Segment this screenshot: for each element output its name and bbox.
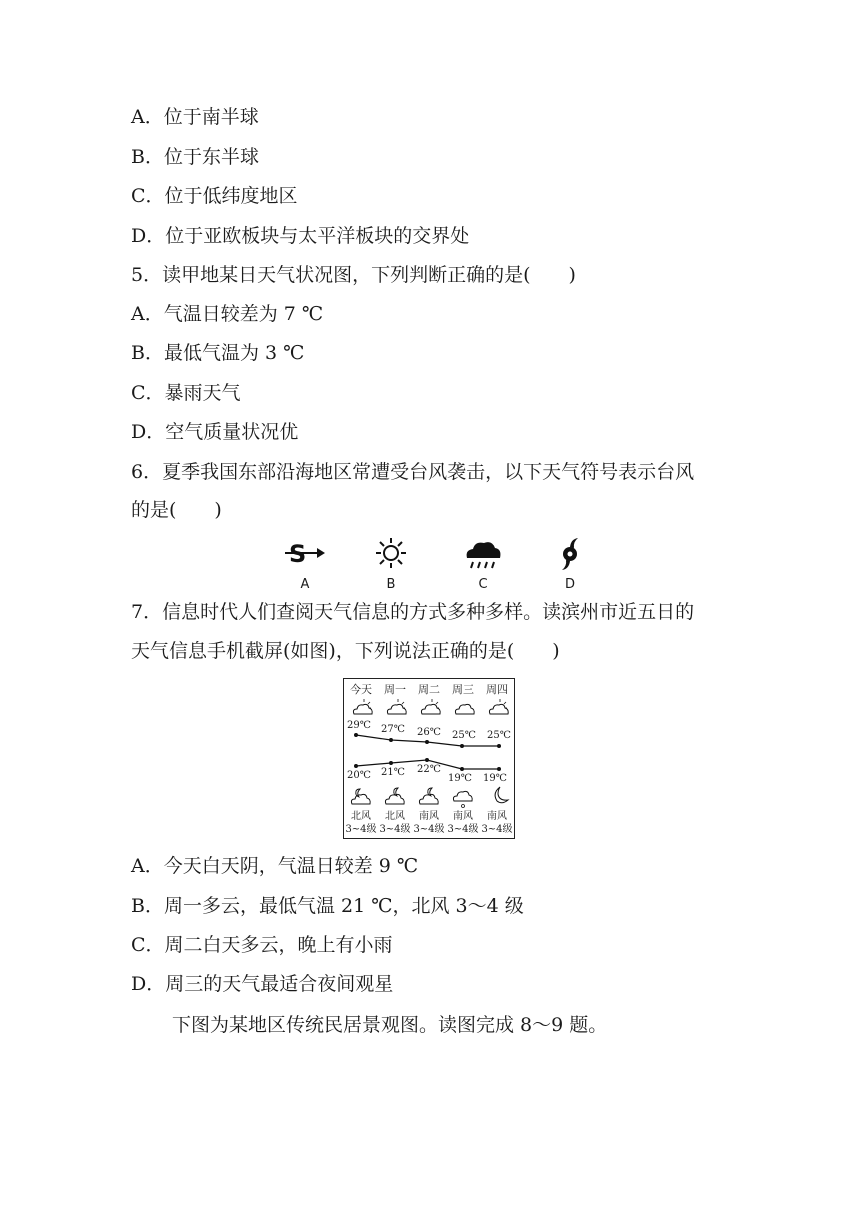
cloudy-icon <box>455 704 474 714</box>
wind-info <box>344 810 378 836</box>
wind-level: 3~4级 <box>345 824 377 835</box>
wind-direction: 南风 <box>487 811 507 822</box>
low-temp-label: 19℃ <box>448 773 472 784</box>
wind-level: 3~4级 <box>379 824 411 835</box>
cloudy-moon-icon <box>385 788 404 804</box>
cloudy-sun-icon <box>387 699 406 714</box>
low-temp-label: 21℃ <box>381 767 405 778</box>
q4-option-d: D．位于亚欧板块与太平洋板块的交界处 <box>131 225 470 247</box>
low-temp-label: 19℃ <box>483 773 507 784</box>
symbol-a-label: A <box>300 577 310 592</box>
q5-option-b: B．最低气温为 3 ℃ <box>131 342 305 364</box>
forecast-screenshot <box>343 678 515 839</box>
cloudy-sun-icon <box>421 699 440 714</box>
q7-option-b: B．周一多云，最低气温 21 ℃，北风 3～4 级 <box>131 895 524 917</box>
q6-stem-line2: 的是( ) <box>131 499 222 521</box>
symbol-d <box>545 536 595 592</box>
wind-info <box>446 810 480 836</box>
symbol-d-label: D <box>564 577 575 592</box>
cloudy-sun-icon <box>353 699 372 714</box>
q6-stem-line1: 6．夏季我国东部沿海地区常遭受台风袭击，以下天气符号表示台风 <box>131 461 695 483</box>
wind-direction: 南风 <box>453 811 473 822</box>
day-label: 周三 <box>452 683 474 696</box>
rainstorm-icon <box>461 536 505 572</box>
wind-info <box>412 810 446 836</box>
cloudy-moon-icon <box>351 789 370 804</box>
low-temp-label: 20℃ <box>347 770 371 781</box>
day-label: 今天 <box>350 683 372 696</box>
high-temp-label: 26℃ <box>417 727 441 738</box>
q4-option-c: C．位于低纬度地区 <box>131 185 298 207</box>
q5-option-c: C．暴雨天气 <box>131 382 241 404</box>
day-label: 周二 <box>418 683 440 696</box>
symbol-a <box>280 536 330 592</box>
symbol-c-label: C <box>478 577 488 592</box>
high-temp-label: 25℃ <box>452 730 476 741</box>
wind-info <box>378 810 412 836</box>
wind-level: 3~4级 <box>481 824 513 835</box>
wind-direction: 北风 <box>351 811 371 822</box>
q7-option-c: C．周二白天多云，晚上有小雨 <box>131 934 393 956</box>
high-temp-label: 27℃ <box>381 724 405 735</box>
moon-icon <box>495 787 508 803</box>
symbol-b <box>366 536 416 592</box>
day-label: 周四 <box>486 683 508 696</box>
wind-level: 3~4级 <box>447 824 479 835</box>
q5-option-d: D．空气质量状况优 <box>131 421 299 443</box>
low-temp-label: 22℃ <box>417 764 441 775</box>
wind-info <box>480 810 514 836</box>
weather-symbols-figure <box>280 536 600 592</box>
symbol-c <box>458 536 508 592</box>
q4-option-a: A．位于南半球 <box>131 106 259 128</box>
q7-option-a: A．今天白天阴，气温日较差 9 ℃ <box>131 855 419 877</box>
high-temp-label: 25℃ <box>487 730 511 741</box>
high-temp-label: 29℃ <box>347 720 371 731</box>
symbol-b-label: B <box>386 577 396 592</box>
light-rain-icon <box>453 791 472 807</box>
sandstorm-icon <box>283 536 327 572</box>
q5-option-a: A．气温日较差为 7 ℃ <box>131 303 324 325</box>
q7-option-d: D．周三的天气最适合夜间观星 <box>131 973 394 995</box>
cloudy-moon-icon <box>419 788 438 804</box>
typhoon-icon <box>552 536 588 572</box>
intro-q8-q9: 下图为某地区传统民居景观图。读图完成 8～9 题。 <box>172 1014 608 1036</box>
q5-stem: 5．读甲地某日天气状况图，下列判断正确的是( ) <box>131 264 576 286</box>
q7-stem-line2: 天气信息手机截屏(如图)，下列说法正确的是( ) <box>131 640 560 662</box>
cloudy-sun-icon <box>489 699 508 714</box>
wind-direction: 北风 <box>385 811 405 822</box>
q7-stem-line1: 7．信息时代人们查阅天气信息的方式多种多样。读滨州市近五日的 <box>131 601 695 623</box>
wind-level: 3~4级 <box>413 824 445 835</box>
sunny-icon <box>373 536 409 572</box>
wind-direction: 南风 <box>419 811 439 822</box>
q4-option-b: B．位于东半球 <box>131 146 259 168</box>
day-label: 周一 <box>384 683 406 696</box>
svg-text:S: S <box>289 540 307 568</box>
